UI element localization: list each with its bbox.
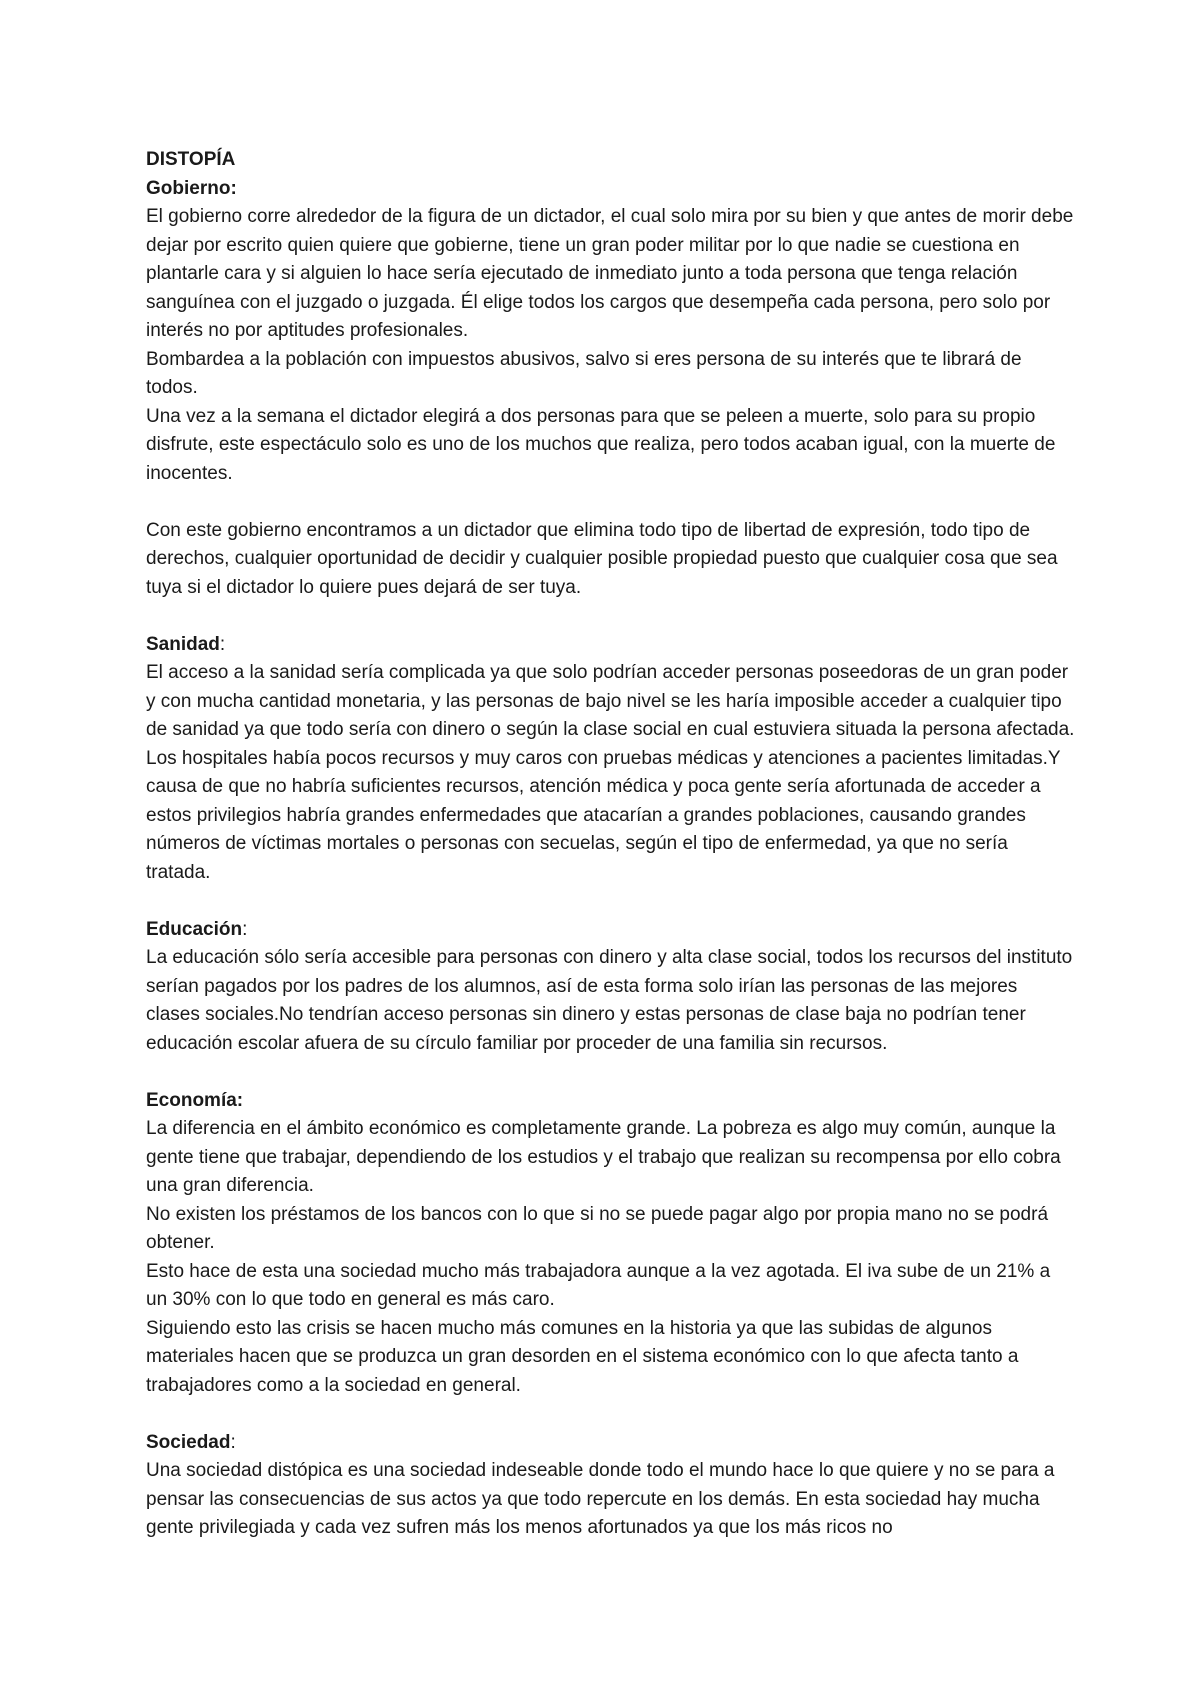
document-page [146, 146, 1076, 1543]
section-heading-sanidad [146, 631, 1076, 660]
section-gap [146, 1058, 1076, 1087]
paragraph: El gobierno corre alrededor de la figura de un dictador, el cual solo mira por su bien y que antes de morir debe dejar por escrito quien quiere que gobierne, tiene un gran poder militar por lo que nadie se cuestiona en plantarle cara y si alguien lo hace sería ejecutado de inmediato junto a toda persona que tenga relación sanguínea con el juzgado o juzgada. Él elige todos los cargos que desempeña cada persona, pero solo por interés no por aptitudes profesionales. [146, 206, 1074, 341]
paragraph-gap [146, 488, 1076, 517]
paragraph: Esto hace de esta una sociedad mucho más trabajadora aunque a la vez agotada. El iva sube de un 21% a un 30% con lo que todo en general es más caro. [146, 1260, 1051, 1310]
section-heading-educacion [146, 916, 1076, 945]
section-economia [146, 1087, 1076, 1401]
section-heading-text: Sanidad [146, 633, 220, 655]
section-heading-text: Educación [146, 918, 243, 940]
document-title: DISTOPÍA [146, 149, 236, 170]
paragraph: Siguiendo esto las crisis se hacen mucho más comunes en la historia ya que las subidas de algunos materiales hacen que se produzca un gran desorden en el sistema económico con lo que afecta tanto a trabajadores como a la sociedad en general. [146, 1317, 1019, 1396]
section-gap [146, 887, 1076, 916]
section-heading-gobierno: Gobierno: [146, 177, 237, 199]
section-gobierno [146, 175, 1076, 603]
paragraph: La educación sólo sería accesible para personas con dinero y alta clase social, todos los recursos del instituto serían pagados por los padres de los alumnos, así de esta forma solo irían las personas de las mejores clases sociales.No tendrían acceso personas sin dinero y estas personas de clase baja no podrían tener educación escolar afuera de su círculo familiar por proceder de una familia sin recursos. [146, 947, 1073, 1054]
section-heading-colon: : [230, 1431, 236, 1453]
section-heading-sociedad [146, 1429, 1076, 1458]
section-sanidad [146, 631, 1076, 888]
paragraph: El acceso a la sanidad sería complicada ya que solo podrían acceder personas poseedoras de un gran poder y con mucha cantidad monetaria, y las personas de bajo nivel se les haría imposible acceder a cualquier tipo de sanidad ya que todo sería con dinero o según la clase social en cual estuviera situada la persona afectada. Los hospitales había pocos recursos y muy caros con pruebas médicas y atenciones a pacientes limitadas.Y causa de que no habría suficientes recursos, atención médica y poca gente sería afortunada de acceder a estos privilegios habría grandes enfermedades que atacarían a grandes poblaciones, causando grandes números de víctimas mortales o personas con secuelas, según el tipo de enfermedad, ya que no sería tratada. [146, 662, 1075, 883]
section-gap [146, 602, 1076, 631]
section-gap [146, 1400, 1076, 1429]
section-heading-economia: Economía: [146, 1089, 244, 1111]
section-heading-text: Sociedad [146, 1431, 231, 1453]
section-heading-colon: : [242, 918, 248, 940]
section-educacion [146, 916, 1076, 1059]
paragraph: Una vez a la semana el dictador elegirá a dos personas para que se peleen a muerte, solo para su propio disfrute, este espectáculo solo es uno de los muchos que realiza, pero todos acaban igual, con la muerte de inocentes. [146, 405, 1056, 484]
paragraph: Con este gobierno encontramos a un dictador que elimina todo tipo de libertad de expresión, todo tipo de derechos, cualquier oportunidad de decidir y cualquier posible propiedad puesto que cualquier cosa que sea tuya si el dictador lo quiere pues dejará de ser tuya. [146, 519, 1058, 598]
paragraph: La diferencia en el ámbito económico es completamente grande. La pobreza es algo muy común, aunque la gente tiene que trabajar, dependiendo de los estudios y el trabajo que realizan su recompensa por ello cobra una gran diferencia. [146, 1118, 1061, 1196]
paragraph: No existen los préstamos de los bancos con lo que si no se puede pagar algo por propia mano no se podrá obtener. [146, 1203, 1049, 1253]
paragraph: Bombardea a la población con impuestos abusivos, salvo si eres persona de su interés que te librará de todos. [146, 348, 1022, 398]
section-sociedad [146, 1429, 1076, 1543]
section-heading-colon: : [219, 633, 226, 655]
paragraph: Una sociedad distópica es una sociedad indeseable donde todo el mundo hace lo que quiere y no se para a pensar las consecuencias de sus actos ya que todo repercute en los demás. En esta sociedad hay mucha gente privilegiada y cada vez sufren más los menos afortunados ya que los más ricos no [146, 1460, 1055, 1538]
